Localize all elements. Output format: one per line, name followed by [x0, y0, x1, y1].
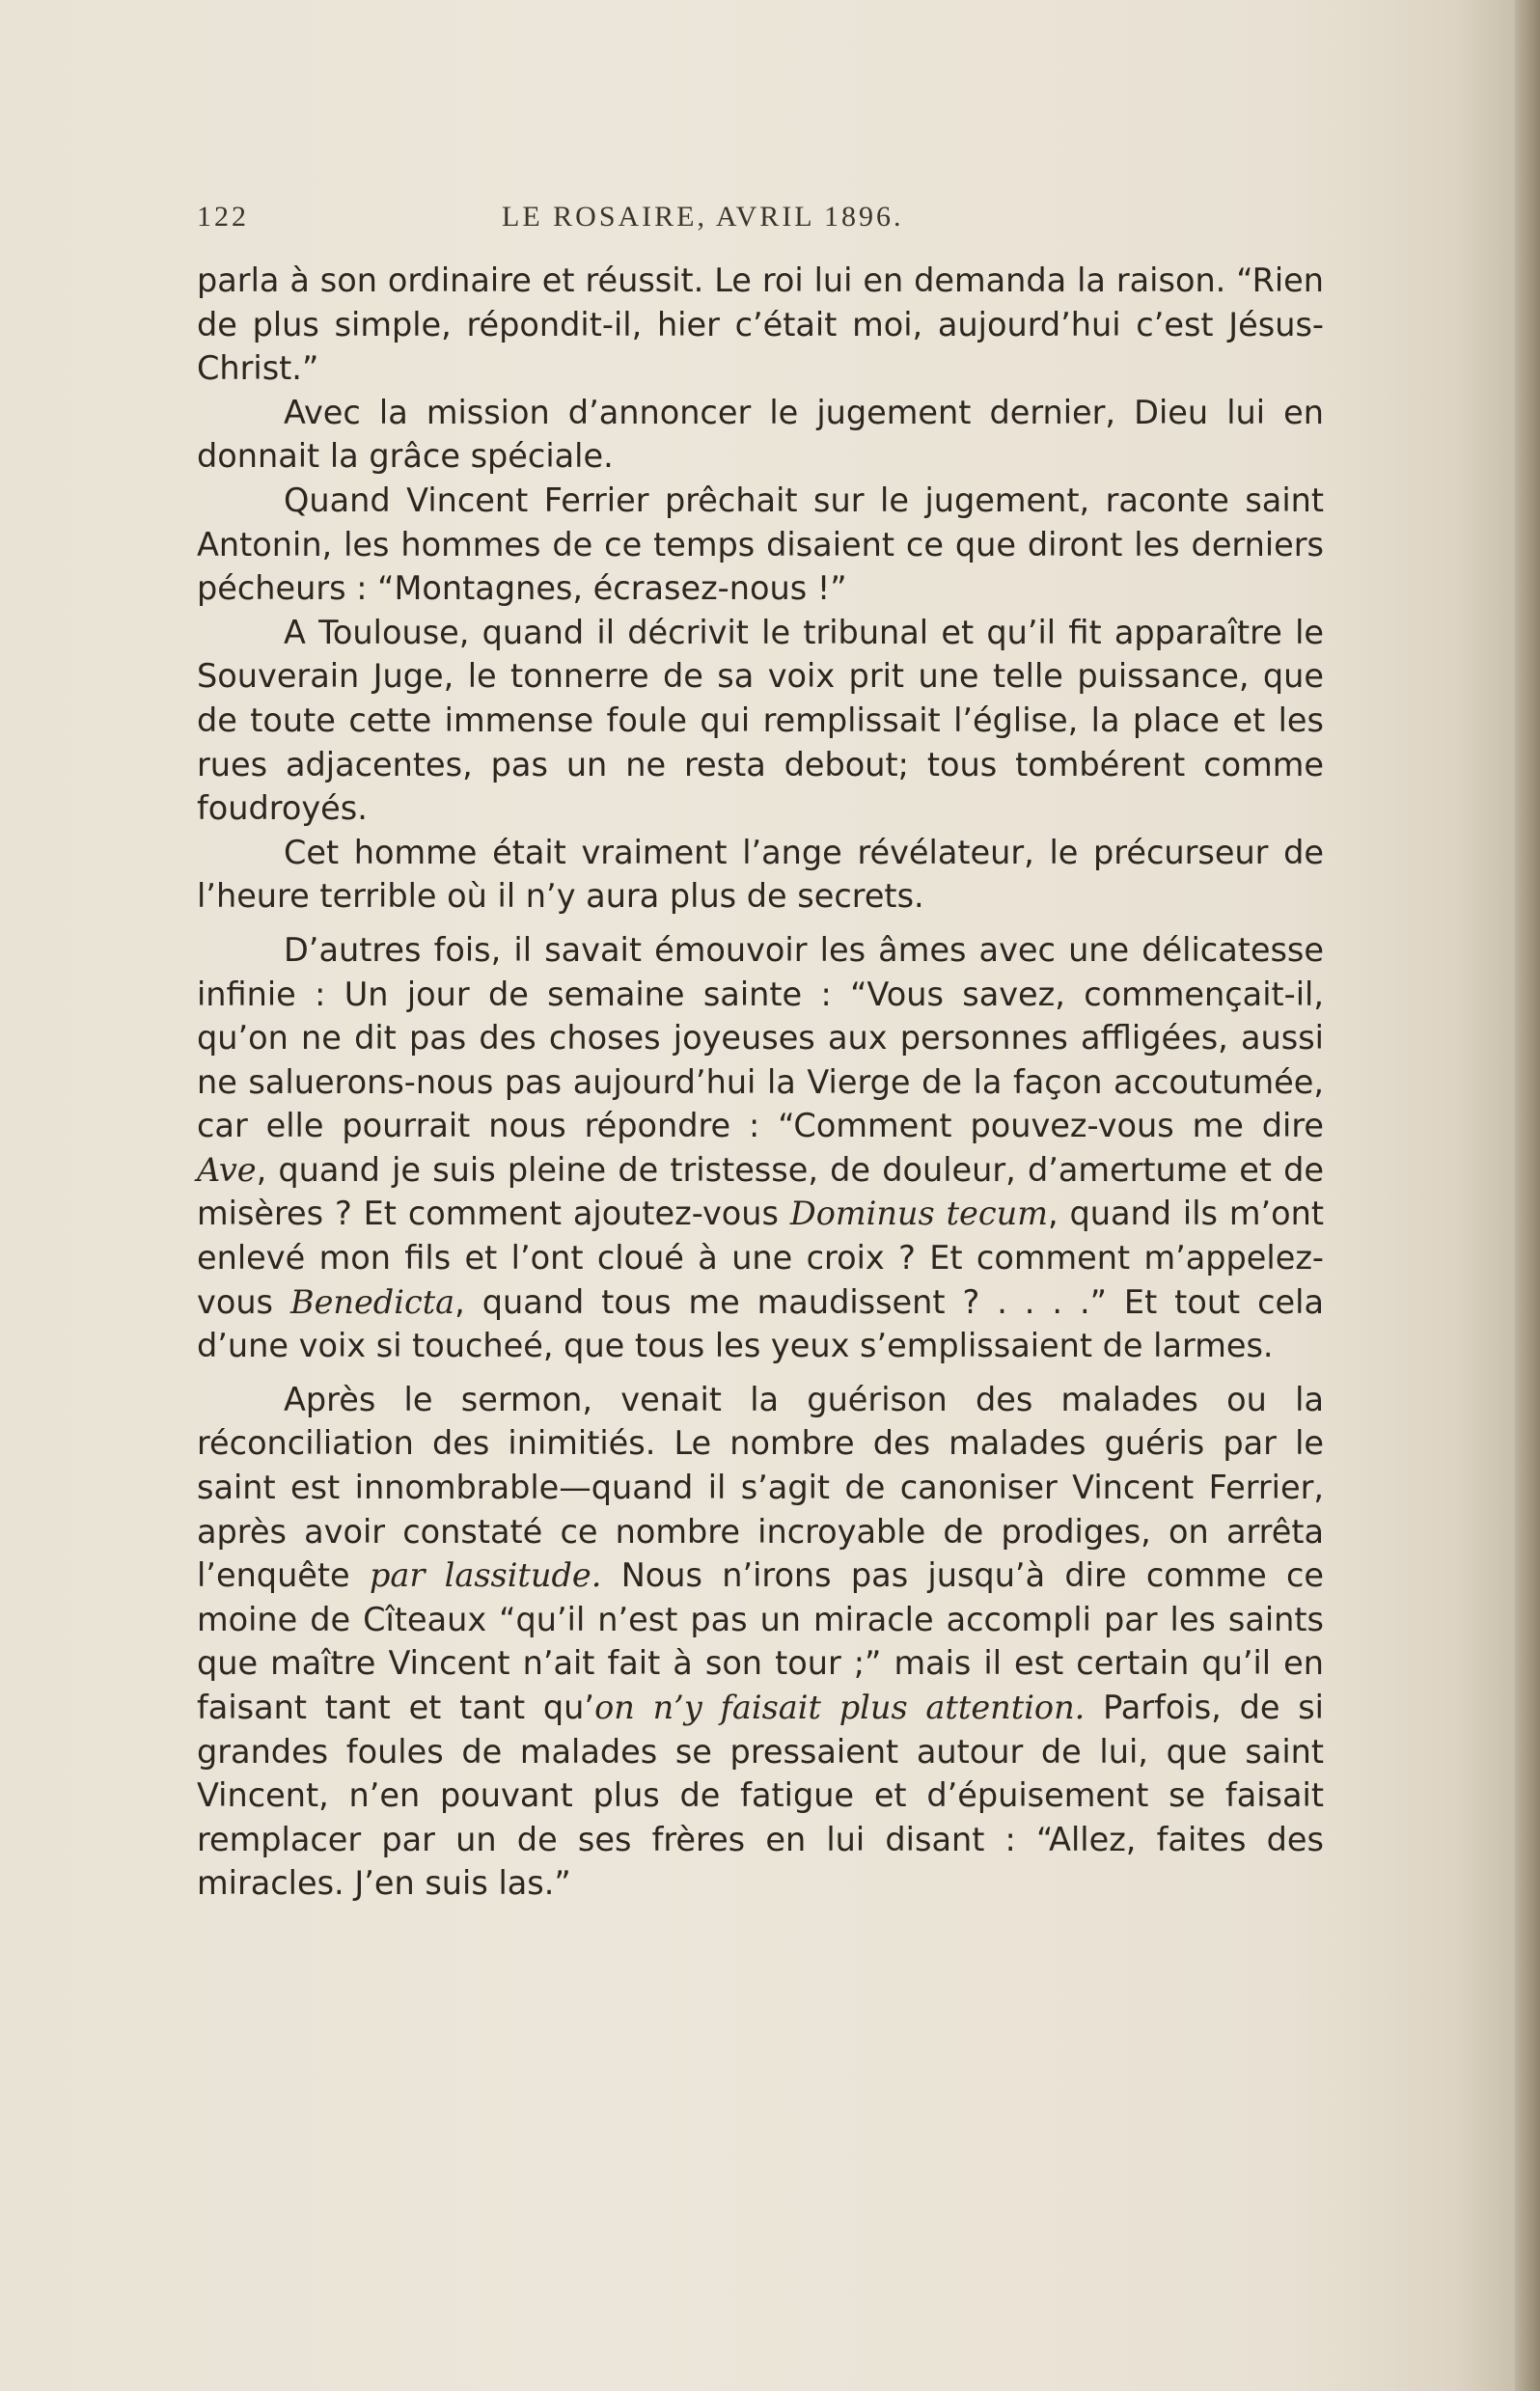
- paragraph-3: Quand Vincent Ferrier prêchait sur le jugement, raconte saint Antonin, les hommes de ce temps disaient ce que diront les derniers pécheurs : “Montagnes, écrasez-nous !”: [197, 481, 1324, 608]
- paragraph-6: D’autres fois, il savait émouvoir les âmes avec une délicatesse infinie : Un jour de semaine sainte : “Vous savez, commençait-il, qu’on ne dit pas des choses joyeuses aux personnes affligées, aussi ne saluerons-nous pas aujourd’hui la Vierge de la façon accoutumée, car elle pourrait nous répondre : “Comment pouvez-vous me dire Ave, quand je suis pleine de tristesse, de douleur, d’amertume et de misères ? Et comment ajoutez-vous Dominus tecum, quand ils m’ont enlevé mon fils et l’ont cloué à une croix ? Et comment m’appelez-vous Benedicta, quand tous me maudissent ? . . . .” Et tout cela d’une voix si toucheé, que tous les yeux s’emplissaient de larmes.: [197, 930, 1324, 1365]
- page-edge: [1515, 0, 1540, 2391]
- page-number: 122: [197, 201, 249, 233]
- paragraph-5: Cet homme était vraiment l’ange révélateur, le précurseur de l’heure terrible où il n’y aura plus de secrets.: [197, 833, 1324, 916]
- paragraph-7: Après le sermon, venait la guérison des malades ou la réconciliation des inimitiés. Le nombre des malades guéris par le saint est innombrable—quand il s’agit de canoniser Vincent Ferrier, après avoir constaté ce nombre incroyable de prodiges, on arrêta l’enquête par lassitude. Nous n’irons pas jusqu’à dire comme ce moine de Cîteaux “qu’il n’est pas un miracle accompli par les saints que maître Vincent n’ait fait à son tour ;” mais il est certain qu’il en faisant tant et tant qu’on n’y faisait plus attention. Parfois, de si grandes foules de malades se pressaient autour de lui, que saint Vincent, n’en pouvant plus de fatigue et d’épuisement se faisait remplacer par un de ses frères en lui disant : “Allez, faites des miracles. J’en suis las.”: [197, 1380, 1324, 1903]
- italic-ave: Ave: [197, 1150, 257, 1189]
- body-text: [197, 259, 1324, 1906]
- paragraph-4: A Toulouse, quand il décrivit le tribunal et qu’il fit apparaître le Souverain Juge, le tonnerre de sa voix prit une telle puissance, que de toute cette immense foule qui remplissait l’église, la place et les rues adjacentes, pas un ne resta debout; tous tombérent comme foudroyés.: [197, 613, 1324, 828]
- page-header: [197, 201, 1318, 243]
- italic-par-lassitude: par lassitude.: [369, 1556, 602, 1595]
- running-title: LE ROSAIRE, AVRIL 1896.: [502, 201, 904, 233]
- italic-benedicta: Benedicta: [289, 1282, 455, 1321]
- italic-dominus-tecum: Dominus tecum: [789, 1195, 1048, 1233]
- paragraph-2: Avec la mission d’annoncer le jugement dernier, Dieu lui en donnait la grâce spéciale.: [197, 393, 1324, 476]
- paragraph-1: parla à son ordinaire et réussit. Le roi lui en demanda la raison. “Rien de plus simple, répondit-il, hier c’était moi, aujourd’hui c’est Jésus-Christ.”: [197, 261, 1324, 388]
- italic-plus-attention: on n’y faisait plus attention.: [594, 1689, 1086, 1726]
